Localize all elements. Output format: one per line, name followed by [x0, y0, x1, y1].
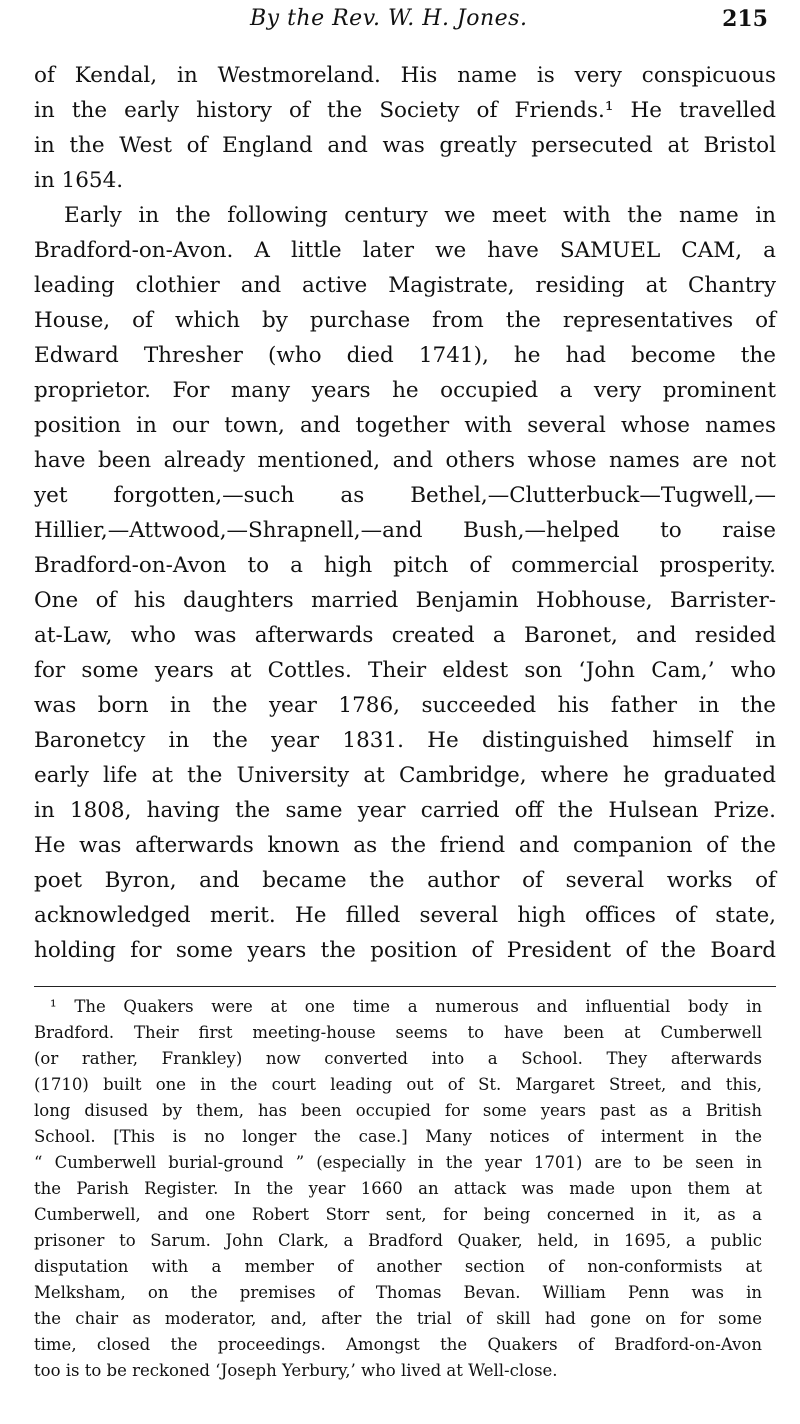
text-line: Bradford-on-Avon to a high pitch of commercial prosperity.: [34, 553, 776, 578]
footnote-line: the chair as moderator, and, after the trial of skill had gone on for some: [34, 1309, 762, 1328]
text-line: at-Law, who was afterwards created a Baronet, and resided: [34, 623, 776, 648]
footnote-line: prisoner to Sarum. John Clark, a Bradford Quaker, held, in 1695, a public: [34, 1231, 762, 1250]
footnote-rule: [34, 986, 776, 987]
footnote-line: long disused by them, has been occupied for some years past as a British: [34, 1101, 762, 1120]
text-line: in 1808, having the same year carried off the Hulsean Prize.: [34, 798, 776, 823]
text-line: Edward Thresher (who died 1741), he had become the: [34, 343, 776, 368]
text-line: position in our town, and together with several whose names: [34, 413, 776, 438]
text-line: have been already mentioned, and others whose names are not: [34, 448, 776, 473]
footnote-line: Bradford. Their first meeting-house seems to have been at Cumberwell: [34, 1023, 762, 1042]
running-head-title: By the Rev. W. H. Jones.: [250, 6, 528, 31]
text-line: House, of which by purchase from the representatives of: [34, 308, 776, 333]
text-line: early life at the University at Cambridge, where he graduated: [34, 763, 776, 788]
running-head: [0, 4, 800, 38]
footnote-line: School. [This is no longer the case.] Many notices of interment in the: [34, 1127, 762, 1146]
text-line: of Kendal, in Westmoreland. His name is very conspicuous: [34, 63, 776, 88]
footnote-line: the Parish Register. In the year 1660 an attack was made upon them at: [34, 1179, 762, 1198]
text-line: poet Byron, and became the author of several works of: [34, 868, 776, 893]
footnote-block: [34, 994, 762, 1384]
footnote-line: time, closed the proceedings. Amongst the Quakers of Bradford-on-Avon: [34, 1335, 762, 1354]
text-line: Baronetcy in the year 1831. He distinguished himself in: [34, 728, 776, 753]
main-text: [34, 58, 776, 968]
text-line: leading clothier and active Magistrate, residing at Chantry: [34, 273, 776, 298]
text-line: proprietor. For many years he occupied a very prominent: [34, 378, 776, 403]
text-line: was born in the year 1786, succeeded his father in the: [34, 693, 776, 718]
footnote-line: ¹ The Quakers were at one time a numerous and influential body in: [50, 997, 762, 1016]
text-line: He was afterwards known as the friend and companion of the: [34, 833, 776, 858]
text-line: Bradford-on-Avon. A little later we have SAMUEL CAM, a: [34, 238, 776, 263]
page-number: 215: [722, 6, 768, 32]
footnote-line: “ Cumberwell burial-ground ” (especially in the year 1701) are to be seen in: [34, 1153, 762, 1172]
text-line: Early in the following century we meet with the name in: [64, 203, 776, 228]
footnote-line: disputation with a member of another section of non-conformists at: [34, 1257, 762, 1276]
footnote-line: Cumberwell, and one Robert Storr sent, for being concerned in it, as a: [34, 1205, 762, 1224]
footnote-line: (1710) built one in the court leading out of St. Margaret Street, and this,: [34, 1075, 762, 1094]
footnote-line: (or rather, Frankley) now converted into a School. They afterwards: [34, 1049, 762, 1068]
text-line: in 1654.: [34, 168, 124, 193]
footnote-line: Melksham, on the premises of Thomas Bevan. William Penn was in: [34, 1283, 762, 1302]
text-line: holding for some years the position of President of the Board: [34, 938, 776, 963]
text-line: for some years at Cottles. Their eldest son ‘John Cam,’ who: [34, 658, 776, 683]
text-line: One of his daughters married Benjamin Hobhouse, Barrister-: [34, 588, 776, 613]
text-line: acknowledged merit. He filled several high offices of state,: [34, 903, 776, 928]
text-line: Hillier,—Attwood,—Shrapnell,—and Bush,—helped to raise: [34, 518, 776, 543]
text-line: in the early history of the Society of Friends.¹ He travelled: [34, 98, 776, 123]
text-line: yet forgotten,—such as Bethel,—Clutterbuck—Tugwell,—: [34, 483, 776, 508]
footnote-line: too is to be reckoned ‘Joseph Yerbury,’ who lived at Well-close.: [34, 1361, 558, 1380]
text-line: in the West of England and was greatly persecuted at Bristol: [34, 133, 776, 158]
